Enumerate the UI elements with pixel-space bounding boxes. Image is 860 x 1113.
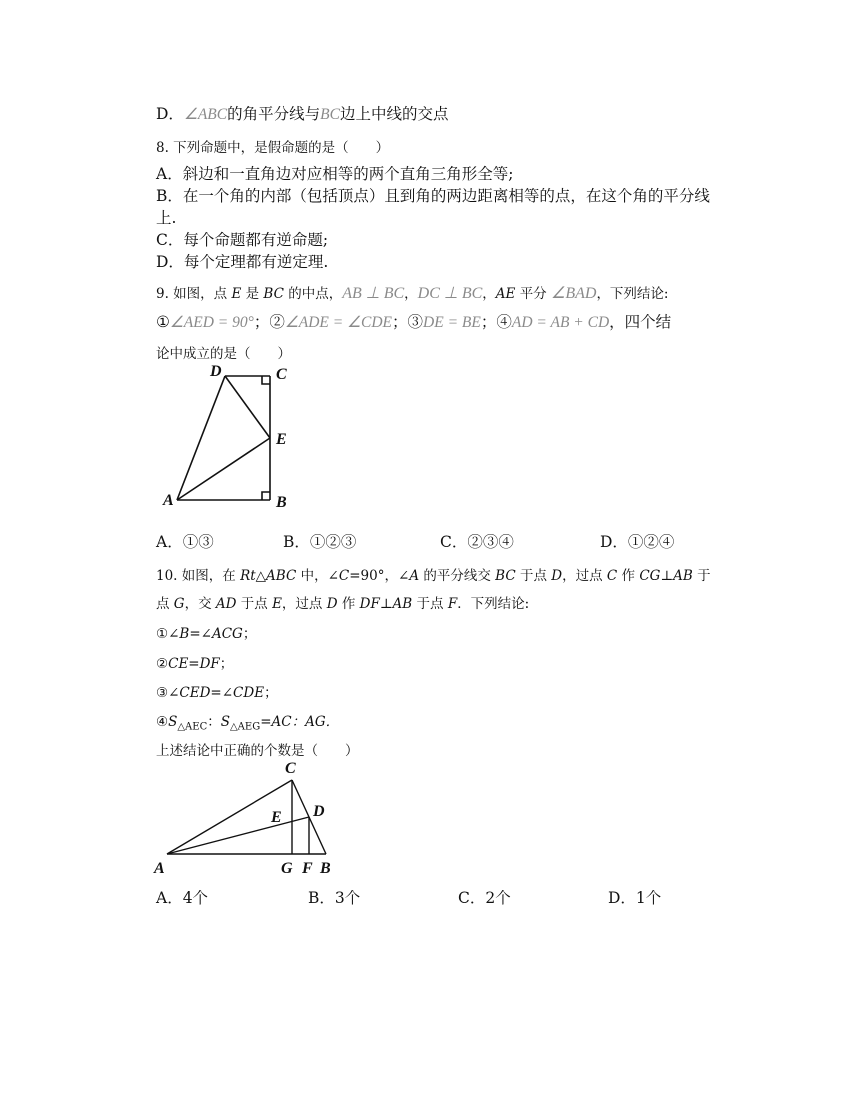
text: ； [242,626,257,642]
label-d: D [313,803,325,820]
text: ； [264,685,278,701]
label-f: F [302,860,313,877]
q10-option-b: B．3个 [308,889,361,907]
math-angle-abc: ∠ABC [183,106,228,123]
math-segment-bc: BC [320,106,340,123]
segment-ae [177,438,270,500]
text: ； [219,656,234,672]
text: 中，∠ [300,568,339,584]
text: ，过点 [281,596,323,612]
math-bc: BC [263,286,284,302]
q8-option-a: A．斜边和一直角边对应相等的两个直角三角形全等; [156,165,514,183]
label-g: G [281,860,293,877]
text: ， [404,286,418,302]
label-a: A [154,860,165,877]
math-conclusion-2: ∠ADE = ∠CDE [284,314,393,331]
text: 于 [697,568,711,584]
math-subscript: △AEC [177,721,208,733]
math-cg: CG [639,568,661,584]
math-c: C [338,568,350,584]
text: 作 [621,568,636,584]
circled-number: ③ [407,313,424,331]
text: 边上中线的交点 [339,105,449,123]
circled-number: ① [156,313,170,331]
text: ，过点 [562,568,603,584]
math-a: A [409,568,420,584]
math-d: D [551,568,563,584]
circled-number: ④ [156,714,169,730]
label-b: B [276,494,287,511]
segment-da [177,376,225,500]
circled-number: ④ [496,313,512,331]
text: ⊥ [660,568,674,584]
math-ab-perp-bc: AB ⊥ BC [342,285,405,302]
segment-ad [167,817,309,854]
text: 平分 [519,286,547,302]
math-df: DF [359,596,380,612]
math-conclusion: ∠CED=∠CDE [168,685,265,701]
q10-figure [150,756,350,878]
q10-ask: 上述结论中正确的个数是（ ） [156,743,359,759]
circled-number: ② [269,313,285,331]
text: ，下列结论: [596,286,669,302]
q9-option-b: B．①②③ [283,533,357,551]
math-subscript: △AEG [229,721,261,733]
q10-option-c: C．2个 [458,889,511,907]
label-e: E [271,809,282,826]
q8-option-b-line1: B．在一个角的内部（包括顶点）且到角的两边距离相等的点，在这个角的平分线 [156,187,710,205]
q9-option-d: D．①②④ [600,533,675,551]
math-ae: AE [495,286,516,302]
math-bc: BC [495,568,516,584]
math-rt-abc: Rt△ABC [240,568,297,584]
math-s: S [168,714,178,730]
q10-option-a: A．4个 [156,889,209,907]
math-ad: AD [215,596,237,612]
q8-stem: 8. 下列命题中，是假命题的是（ ） [156,140,390,156]
text: 的角平分线与 [227,105,321,123]
text: ； [480,313,497,331]
text: ，交 [184,596,212,612]
q10-conclusion-1 [156,622,256,642]
text: 的平分线交 [423,568,491,584]
text: 是 [245,286,260,302]
circled-number: ② [156,656,169,672]
q10-conclusion-4 [156,710,339,733]
text: ．下列结论: [457,596,530,612]
q10-stem-line1 [156,564,711,584]
math-conclusion: CE=DF [168,656,220,672]
math-conclusion: ∠B=∠ACG [168,626,243,642]
math-conclusion-4: AD = AB + CD [511,314,610,331]
text: 作 [341,596,356,612]
text: 于点 [240,596,268,612]
option-letter: D． [156,105,184,123]
q10-conclusion-2 [156,652,233,672]
text: ⊥ [379,596,393,612]
label-c: C [276,366,287,383]
math-e: E [231,286,242,302]
math-f: F [447,596,458,612]
math-conclusion: =AC：AG． [260,714,340,730]
math-s: S [220,714,230,730]
math-dc-perp-bc: DC ⊥ BC [417,285,483,302]
q10-option-d: D．1个 [608,889,662,907]
q9-figure [155,360,305,512]
math-g: G [173,596,185,612]
text: 于点 [416,596,444,612]
label-e: E [276,431,287,448]
math-e: E [272,596,282,612]
math-c: C [606,568,618,584]
segment-de [225,376,270,438]
text: 10. 如图，在 [156,568,236,584]
label-b: B [320,860,331,877]
q8-option-d: D．每个定理都有逆定理. [156,253,329,271]
q10-stem-line2 [156,592,529,612]
text: ，四个结 [609,313,672,331]
text: ： [207,714,221,730]
math-d: D [326,596,338,612]
text: ； [253,313,270,331]
text: ； [392,313,408,331]
q10-conclusion-3 [156,681,278,701]
right-angle-mark-b [262,492,270,500]
q8-option-c: C．每个命题都有逆命题; [156,231,329,249]
label-a: A [163,492,174,509]
math-ab: AB [673,568,693,584]
math-conclusion-3: DE = BE [423,314,481,331]
label-d: D [210,363,222,380]
text: 9. 如图，点 [156,286,228,302]
circled-number: ③ [156,685,169,701]
text: 的中点， [288,286,343,302]
text: ， [482,286,496,302]
circled-number: ① [156,626,169,642]
math-ab: AB [392,596,413,612]
q9-option-c: C．②③④ [440,533,514,551]
q8-option-b-line2: 上. [156,209,177,227]
text: 于点 [519,568,547,584]
math-conclusion-1: ∠AED = 90° [169,314,254,331]
q9-stem-line3: 论中成立的是（ ） [156,346,291,362]
right-angle-mark-c [262,376,270,384]
q9-option-a: A．①③ [156,533,214,551]
q9-stem-line1 [156,282,669,303]
label-c: C [285,760,296,777]
text: =90°，∠ [349,568,410,584]
math-angle-bad: ∠BAD [550,285,597,302]
text: 点 [156,596,170,612]
q9-stem-line2 [156,310,671,332]
q7-option-d [156,102,448,124]
